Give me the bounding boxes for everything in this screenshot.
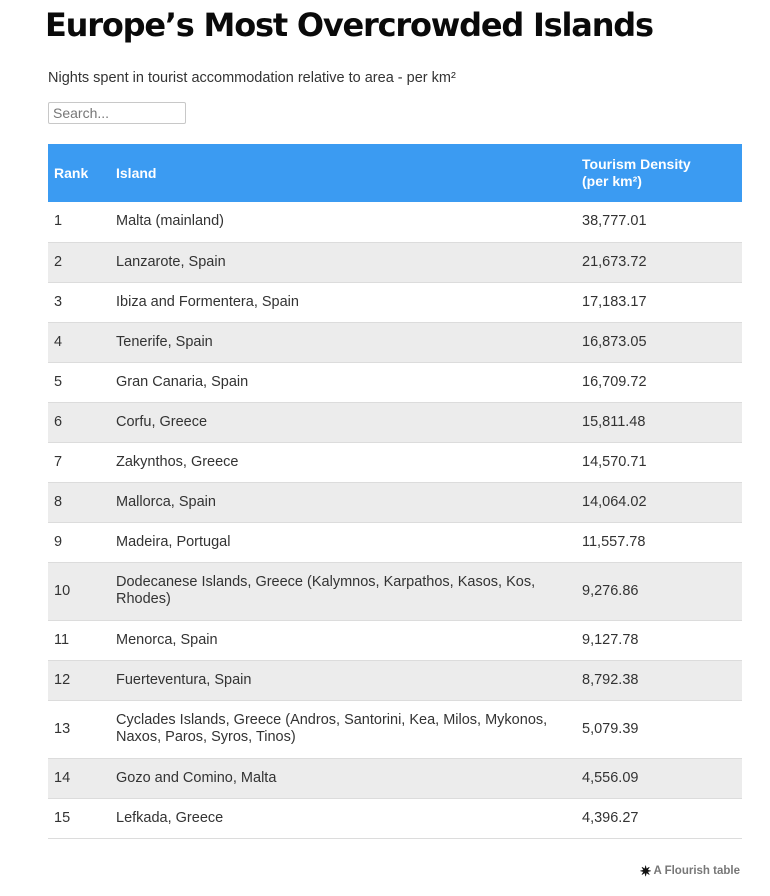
cell-density: 9,127.78 — [576, 620, 742, 660]
cell-rank: 5 — [48, 362, 110, 402]
cell-island: Fuerteventura, Spain — [110, 660, 576, 700]
cell-rank: 3 — [48, 282, 110, 322]
cell-island: Dodecanese Islands, Greece (Kalymnos, Karpathos, Kasos, Kos, Rhodes) — [110, 562, 576, 620]
table-row — [48, 322, 742, 362]
cell-density: 21,673.72 — [576, 242, 742, 282]
cell-density: 38,777.01 — [576, 202, 742, 242]
table-body — [48, 202, 742, 838]
cell-rank: 10 — [48, 562, 110, 620]
cell-island: Corfu, Greece — [110, 402, 576, 442]
cell-rank: 13 — [48, 700, 110, 758]
cell-rank: 1 — [48, 202, 110, 242]
column-header-density[interactable] — [576, 144, 742, 202]
table-row — [48, 202, 742, 242]
table-row — [48, 242, 742, 282]
cell-rank: 6 — [48, 402, 110, 442]
cell-island: Lefkada, Greece — [110, 798, 576, 838]
table-row — [48, 522, 742, 562]
cell-island: Malta (mainland) — [110, 202, 576, 242]
cell-rank: 12 — [48, 660, 110, 700]
cell-island: Tenerife, Spain — [110, 322, 576, 362]
cell-island: Zakynthos, Greece — [110, 442, 576, 482]
cell-rank: 4 — [48, 322, 110, 362]
cell-density: 17,183.17 — [576, 282, 742, 322]
table-row — [48, 482, 742, 522]
cell-density: 5,079.39 — [576, 700, 742, 758]
cell-density: 16,873.05 — [576, 322, 742, 362]
column-header-island[interactable]: Island — [116, 164, 157, 181]
cell-island: Gran Canaria, Spain — [110, 362, 576, 402]
table-row — [48, 562, 742, 620]
table-row — [48, 362, 742, 402]
flourish-credit-label: A Flourish table — [653, 865, 740, 877]
cell-rank: 2 — [48, 242, 110, 282]
table-row — [48, 798, 742, 838]
cell-island: Madeira, Portugal — [110, 522, 576, 562]
flourish-credit-link[interactable] — [640, 864, 740, 878]
cell-density: 9,276.86 — [576, 562, 742, 620]
table-row — [48, 758, 742, 798]
cell-density: 4,556.09 — [576, 758, 742, 798]
cell-density: 14,570.71 — [576, 442, 742, 482]
cell-rank: 15 — [48, 798, 110, 838]
cell-density: 14,064.02 — [576, 482, 742, 522]
cell-island: Menorca, Spain — [110, 620, 576, 660]
table-row — [48, 442, 742, 482]
cell-island: Cyclades Islands, Greece (Andros, Santorini, Kea, Milos, Mykonos, Naxos, Paros, Syros, Tinos) — [110, 700, 576, 758]
cell-rank: 7 — [48, 442, 110, 482]
cell-island: Mallorca, Spain — [110, 482, 576, 522]
cell-rank: 11 — [48, 620, 110, 660]
cell-density: 11,557.78 — [576, 522, 742, 562]
cell-island: Lanzarote, Spain — [110, 242, 576, 282]
table-row — [48, 660, 742, 700]
cell-island: Ibiza and Formentera, Spain — [110, 282, 576, 322]
table-row — [48, 282, 742, 322]
table-row — [48, 620, 742, 660]
table-header-row — [48, 144, 742, 202]
flourish-star-icon: ✷ — [639, 863, 652, 879]
cell-rank: 9 — [48, 522, 110, 562]
page-subtitle: Nights spent in tourist accommodation relative to area - per km² — [48, 70, 456, 86]
page-title: Europe’s Most Overcrowded Islands — [45, 6, 653, 44]
cell-density: 8,792.38 — [576, 660, 742, 700]
cell-island: Gozo and Comino, Malta — [110, 758, 576, 798]
column-header-rank[interactable]: Rank — [54, 164, 89, 181]
table-row — [48, 402, 742, 442]
cell-rank: 14 — [48, 758, 110, 798]
data-table — [48, 144, 742, 839]
search-input[interactable] — [48, 102, 186, 124]
cell-density: 4,396.27 — [576, 798, 742, 838]
column-header-density-label: Tourism Density (per km²) — [582, 156, 691, 189]
cell-rank: 8 — [48, 482, 110, 522]
cell-density: 16,709.72 — [576, 362, 742, 402]
cell-density: 15,811.48 — [576, 402, 742, 442]
table-row — [48, 700, 742, 758]
